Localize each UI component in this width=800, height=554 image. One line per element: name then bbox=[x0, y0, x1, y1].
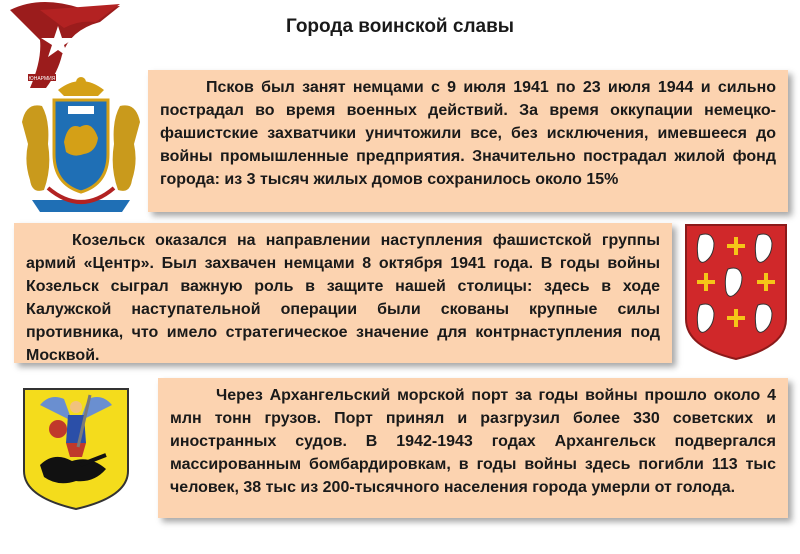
arkhangelsk-text: Через Архангельский морской порт за годы войны прошло около 4 млн тонн грузов. Порт принял и разгрузил более 330 советских и иностранных судов. В 1942-1943 годах Архангельск подвергался массированным бомбардировкам, в годы войны здесь погибли 113 тыс человек, 38 тыс из 200-тысячного населения города умерли от голода. bbox=[170, 387, 776, 496]
logo-label: ЮНАРМИЯ bbox=[28, 76, 56, 82]
pskov-coat-of-arms-icon bbox=[18, 72, 144, 222]
arkhangelsk-text-box bbox=[158, 378, 788, 518]
kozelsk-text-box bbox=[14, 223, 672, 363]
page-title: Города воинской славы bbox=[286, 16, 514, 37]
arkhangelsk-coat-of-arms-icon bbox=[20, 385, 132, 513]
pskov-text: Псков был занят немцами с 9 июля 1941 по 23 июля 1944 и сильно пострадал во время военных действий. За время оккупации немецко-фашистские захватчики уничтожили все, без исключения, имевшееся до войны промышленные предприятия. Значительно пострадал жилой фонд города: из 3 тысяч жилых домов сохранилось около 15% bbox=[160, 79, 776, 188]
pskov-text-box bbox=[148, 70, 788, 212]
kozelsk-coat-of-arms-icon bbox=[682, 221, 790, 363]
kozelsk-text: Козельск оказался на направлении наступления фашистской группы армий «Центр». Был захвачен немцами 8 октября 1941 года. В годы войны Козельск сыграл важную роль в защите нашей столицы: здесь в ходе Калужской наступательной операции были скованы крупные силы противника, что имело стратегическое значение для контрнаступления под Москвой. bbox=[26, 232, 660, 364]
